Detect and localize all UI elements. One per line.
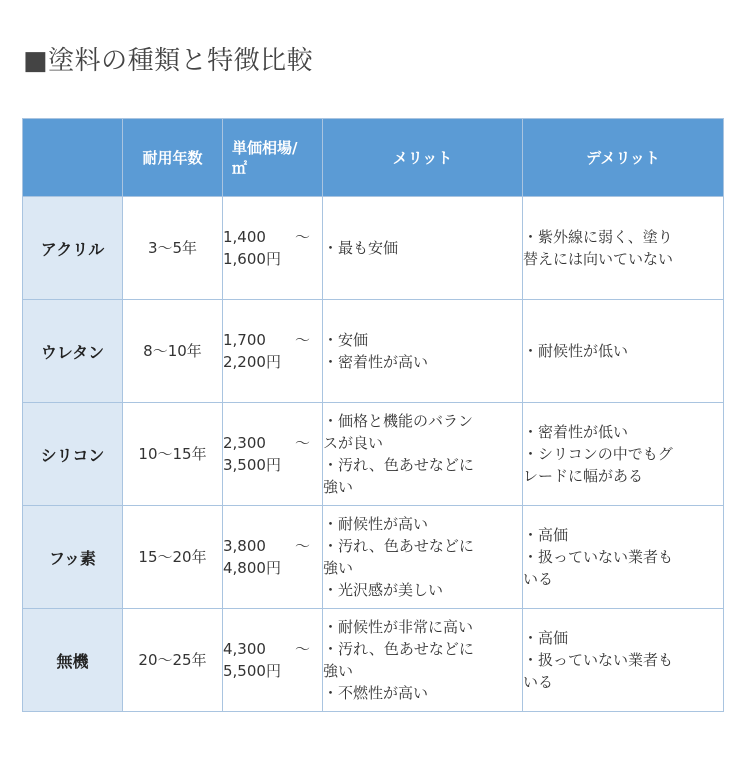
row-merits bbox=[323, 403, 523, 506]
demerits-text: ・耐候性が低い bbox=[523, 342, 629, 360]
table-row bbox=[23, 506, 724, 609]
row-paint-name: フッ素 bbox=[23, 506, 123, 609]
merits-text: ・安価 ・密着性が高い bbox=[323, 331, 429, 371]
merits-text: ・価格と機能のバラン スが良い ・汚れ、色あせなどに 強い bbox=[323, 412, 474, 496]
table-row bbox=[23, 609, 724, 712]
header-price-line2: ㎡ bbox=[232, 158, 248, 177]
price-separator: ～ bbox=[294, 331, 310, 349]
row-price bbox=[223, 609, 323, 712]
header-demerit: デメリット bbox=[523, 119, 724, 197]
row-merits bbox=[323, 609, 523, 712]
header-years: 耐用年数 bbox=[123, 119, 223, 197]
row-demerits bbox=[523, 403, 724, 506]
demerits-text: ・紫外線に弱く、塗り 替えには向いていない bbox=[523, 228, 674, 268]
row-price bbox=[223, 403, 323, 506]
row-paint-name: アクリル bbox=[23, 197, 123, 300]
table-row bbox=[23, 197, 724, 300]
row-demerits bbox=[523, 506, 724, 609]
price-from: 1,700 bbox=[223, 331, 266, 349]
row-years: 20～25年 bbox=[123, 609, 223, 712]
row-years: 8～10年 bbox=[123, 300, 223, 403]
price-to: 1,600円 bbox=[223, 250, 281, 268]
price-from: 3,800 bbox=[223, 537, 266, 555]
row-paint-name: シリコン bbox=[23, 403, 123, 506]
page-title: ■塗料の種類と特徴比較 bbox=[23, 46, 314, 76]
price-from: 1,400 bbox=[223, 228, 266, 246]
demerits-text: ・高価 ・扱っていない業者も いる bbox=[523, 629, 674, 691]
row-years: 15～20年 bbox=[123, 506, 223, 609]
table-header-row bbox=[23, 119, 724, 197]
row-demerits bbox=[523, 300, 724, 403]
price-separator: ～ bbox=[294, 228, 310, 246]
price-from: 2,300 bbox=[223, 434, 266, 452]
row-demerits bbox=[523, 609, 724, 712]
price-separator: ～ bbox=[294, 537, 310, 555]
row-price bbox=[223, 506, 323, 609]
price-to: 2,200円 bbox=[223, 353, 281, 371]
row-paint-name: 無機 bbox=[23, 609, 123, 712]
price-to: 5,500円 bbox=[223, 662, 281, 680]
row-demerits bbox=[523, 197, 724, 300]
paint-comparison-table bbox=[22, 118, 724, 712]
merits-text: ・耐候性が非常に高い ・汚れ、色あせなどに 強い ・不燃性が高い bbox=[323, 618, 474, 702]
row-paint-name: ウレタン bbox=[23, 300, 123, 403]
header-merit: メリット bbox=[323, 119, 523, 197]
merits-text: ・耐候性が高い ・汚れ、色あせなどに 強い ・光沢感が美しい bbox=[323, 515, 474, 599]
table-row bbox=[23, 300, 724, 403]
price-from: 4,300 bbox=[223, 640, 266, 658]
price-separator: ～ bbox=[294, 434, 310, 452]
header-price bbox=[223, 119, 323, 197]
row-merits bbox=[323, 506, 523, 609]
row-price bbox=[223, 197, 323, 300]
price-separator: ～ bbox=[294, 640, 310, 658]
row-merits bbox=[323, 197, 523, 300]
row-price bbox=[223, 300, 323, 403]
table-row bbox=[23, 403, 724, 506]
row-merits bbox=[323, 300, 523, 403]
price-to: 4,800円 bbox=[223, 559, 281, 577]
row-years: 3～5年 bbox=[123, 197, 223, 300]
row-years: 10～15年 bbox=[123, 403, 223, 506]
header-price-line1: 単価相場/ bbox=[232, 138, 298, 157]
price-to: 3,500円 bbox=[223, 456, 281, 474]
header-kind bbox=[23, 119, 123, 197]
merits-text: ・最も安価 bbox=[323, 239, 399, 257]
demerits-text: ・密着性が低い ・シリコンの中でもグ レードに幅がある bbox=[523, 423, 673, 485]
demerits-text: ・高価 ・扱っていない業者も いる bbox=[523, 526, 674, 588]
